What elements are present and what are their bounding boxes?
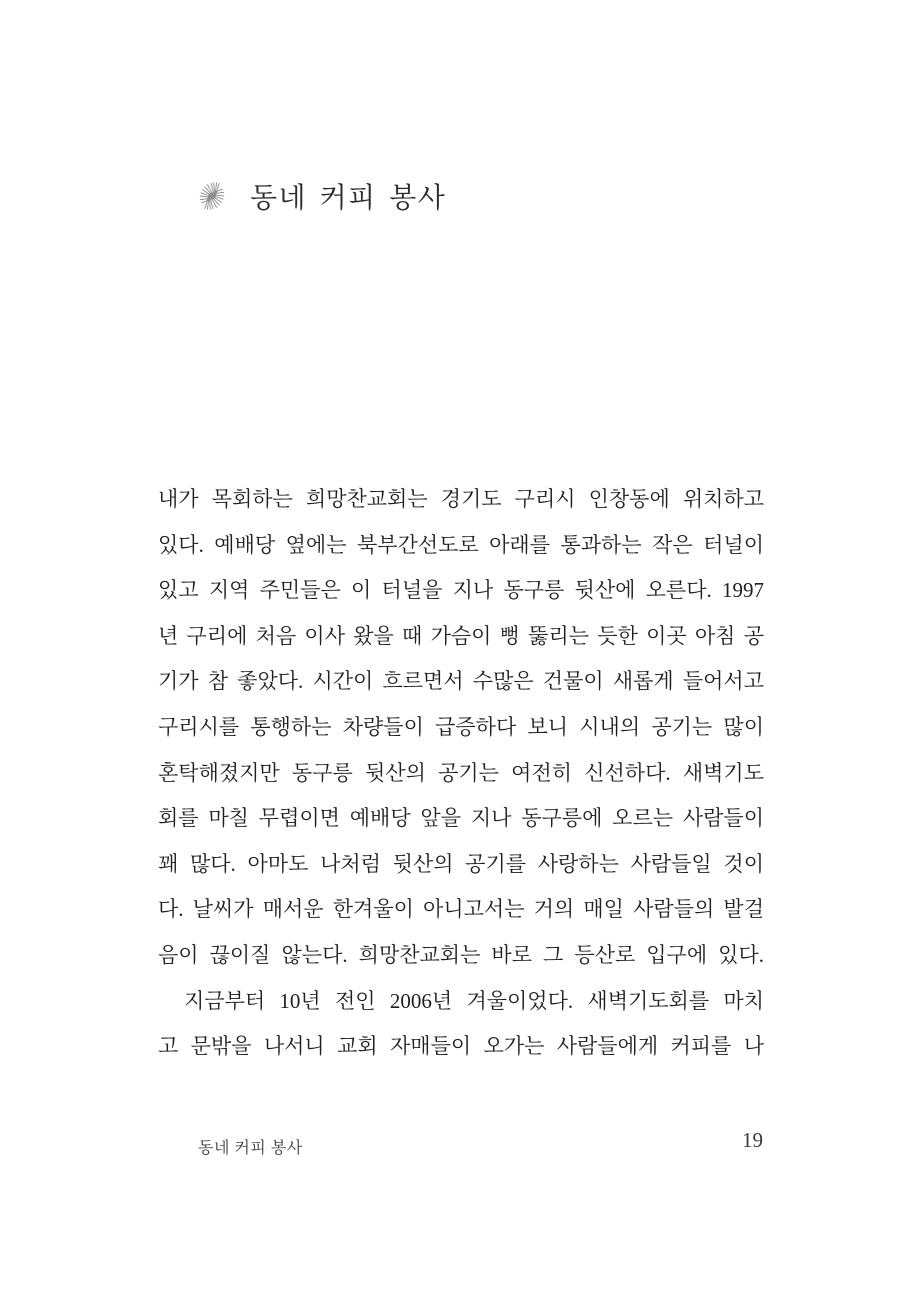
text-line: 구리시를 통행하는 차량들이 급증하다 보니 시내의 공기는 많이 <box>158 714 764 739</box>
text-line: 회를 마칠 무렵이면 예배당 앞을 지나 동구릉에 오르는 사람들이 <box>158 806 764 831</box>
fan-lower-right <box>205 189 224 209</box>
text-line-paragraph-start: 지금부터 10년 전인 2006년 겨울이었다. 새벽기도회를 마치 <box>184 988 764 1013</box>
text-line: 음이 끊이질 않는다. 희망찬교회는 바로 그 등산로 입구에 있다. <box>158 942 764 967</box>
text-line: 다. 날씨가 매서운 한겨울이 아니고서는 거의 매일 사람들의 발걸 <box>158 897 764 922</box>
fan-ornament-icon <box>192 178 232 214</box>
body-text-block <box>158 477 764 1070</box>
text-line: 년 구리에 처음 이사 왔을 때 가슴이 뻥 뚫리는 듯한 이곳 아침 공 <box>158 623 764 648</box>
text-line: 혼탁해졌지만 동구릉 뒷산의 공기는 여전히 신선하다. 새벽기도 <box>158 760 764 785</box>
chapter-title: 동네 커피 봉사 <box>250 183 447 214</box>
page-number: 19 <box>742 1128 763 1152</box>
running-title: 동네 커피 봉사 <box>198 1140 303 1157</box>
text-line: 내가 목회하는 희망찬교회는 경기도 구리시 인창동에 위치하고 <box>158 487 764 511</box>
text-line: 꽤 많다. 아마도 나처럼 뒷산의 공기를 사랑하는 사람들일 것이 <box>158 851 764 876</box>
text-line: 고 문밖을 나서니 교회 자매들이 오가는 사람들에게 커피를 나 <box>158 1034 764 1059</box>
text-line: 기가 참 좋았다. 시간이 흐르면서 수많은 건물이 새롭게 들어서고 <box>158 669 764 694</box>
text-line: 있다. 예배당 옆에는 북부간선도로 아래를 통과하는 작은 터널이 <box>158 532 764 557</box>
chapter-heading <box>192 176 446 216</box>
text-line: 있고 지역 주민들은 이 터널을 지나 동구릉 뒷산에 오른다. 1997 <box>158 578 764 603</box>
